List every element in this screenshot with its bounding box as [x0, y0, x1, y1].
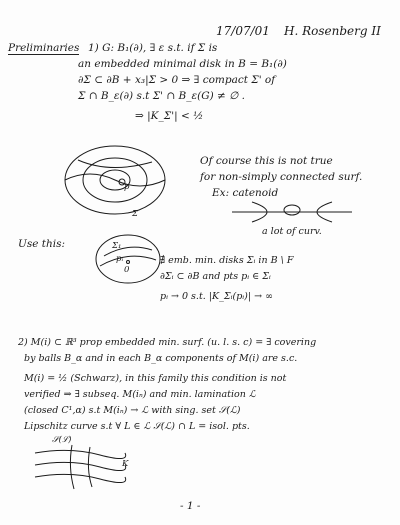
- prelim-line4: Σ ∩ B_ε(∂) s.t Σ' ∩ B_ε(G) ≠ ∅ .: [78, 90, 246, 102]
- prelim-title: Preliminaries: [8, 42, 80, 54]
- fig3-label-k: K: [122, 459, 129, 469]
- fig2-label-pi: pᵢ: [116, 254, 124, 264]
- disk-figure: [94, 232, 162, 286]
- remark-note: a lot of curv.: [262, 226, 322, 237]
- remark-line2: for non-simply connected surf.: [200, 171, 363, 183]
- fig2-label-sigma1: Σ₁: [112, 241, 122, 251]
- fig3-label-sing: 𝒮(ℒ): [52, 435, 72, 445]
- catenoid-sketch: [232, 196, 352, 226]
- use-this-line3: pᵢ → 0 s.t. |K_Σᵢ(pᵢ)| → ∞: [160, 291, 274, 302]
- fig2-label-zero: 0: [124, 265, 130, 275]
- item2-line4: verified ⇒ ∃ subseq. M(iₙ) and min. lamination ℒ: [24, 389, 256, 400]
- item2-line6: Lipschitz curve s.t ∀ L ∈ ℒ 𝒮(ℒ) ∩ L = isol. pts.: [24, 421, 250, 432]
- header-author: H. Rosenberg II: [284, 24, 381, 38]
- use-this-label: Use this:: [18, 238, 66, 250]
- page-number: - 1 -: [180, 500, 201, 512]
- use-this-line1: ∄ emb. min. disks Σᵢ in B \ F: [160, 255, 294, 266]
- remark-line3: Ex: catenoid: [212, 187, 279, 199]
- prelim-item1: 1) G: B₁(∂), ∃ ε s.t. if Σ is: [88, 42, 218, 54]
- item2-line2: by balls B_α and in each B_α components of M(i) are s.c.: [24, 353, 298, 364]
- prelim-line3: ∂Σ ⊂ ∂B + x₃|Σ > 0 ⇒ ∃ compact Σ' of: [78, 74, 276, 86]
- prelim-line2: an embedded minimal disk in B = B₁(∂): [78, 58, 287, 70]
- remark-line1: Of course this is not true: [200, 155, 333, 167]
- item2-line1: 2) M(i) ⊂ ℝ³ prop embedded min. surf. (u. l. s. c) = ∃ covering: [18, 337, 317, 348]
- use-this-line2: ∂Σᵢ ⊂ ∂B and pts pᵢ ∈ Σᵢ: [160, 271, 271, 282]
- item2-line5: (closed C¹,α) s.t M(iₙ) → ℒ with sing. set 𝒮(ℒ): [24, 405, 241, 416]
- header-date: 17/07/01: [216, 24, 270, 38]
- fig1-label-p: p: [124, 182, 130, 192]
- prelim-line5: ⇒ |K_Σ'| < ½: [135, 110, 204, 122]
- fig1-label-sigma: Σ: [132, 209, 139, 219]
- concentric-circles-figure: [60, 140, 170, 220]
- item2-line3: M(i) = ½ (Schwarz), in this family this condition is not: [24, 373, 287, 384]
